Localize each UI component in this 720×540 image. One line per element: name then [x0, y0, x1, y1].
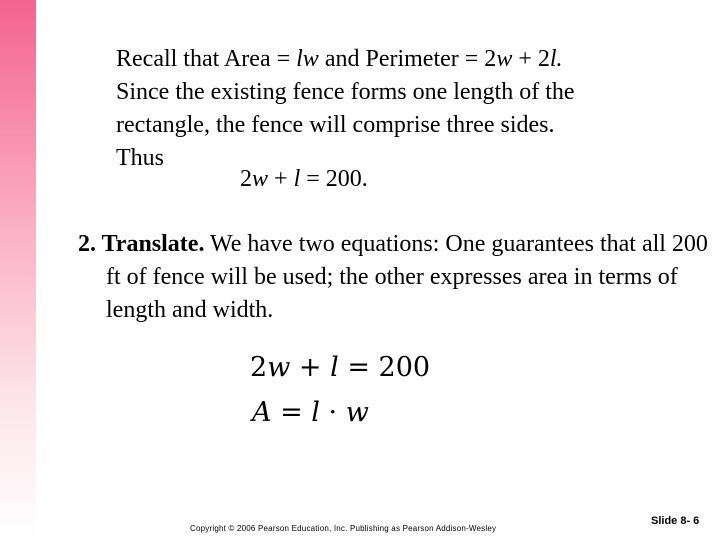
recall-line-3: rectangle, the fence will comprise three sides. — [116, 112, 555, 138]
var-w: w — [345, 397, 369, 428]
copyright-notice: Copyright © 2006 Pearson Education, Inc. Publishing as Pearson Addison-Wesley — [190, 524, 497, 533]
var-w: w — [252, 166, 269, 192]
eq-op: + — [290, 352, 331, 383]
side-accent-bar — [0, 0, 36, 540]
step-text: We have two equations: One guarantees that all 200 ft of fence will be used; the other expresses area in terms of length and width. — [106, 231, 708, 323]
inline-equation — [240, 164, 368, 194]
eq-op: · — [319, 397, 346, 428]
recall-line-4: Thus — [116, 145, 164, 171]
eq-coef: 2 — [240, 166, 252, 192]
var-lw: lw — [296, 46, 319, 72]
equation-perimeter — [250, 350, 430, 386]
step-label: 2. Translate. — [78, 231, 205, 257]
slide-number: Slide 8- 6 — [651, 515, 700, 527]
var-w: w — [496, 46, 513, 72]
var-l: l. — [549, 46, 563, 72]
eq-rest: = 200 — [338, 352, 431, 383]
eq-op: + — [268, 166, 294, 192]
eq-coef: 2 — [250, 352, 268, 383]
recall-paragraph — [116, 43, 676, 175]
var-w: w — [267, 352, 291, 383]
var-l: l — [330, 352, 339, 383]
recall-text: + 2 — [512, 46, 550, 72]
var-a: A — [252, 397, 272, 428]
translate-paragraph — [78, 228, 720, 327]
recall-text: and Perimeter = 2 — [318, 46, 497, 72]
var-l: l — [311, 397, 320, 428]
eq-rest: = 200. — [300, 166, 368, 192]
var-l: l — [293, 166, 301, 192]
eq-op: = — [271, 397, 312, 428]
recall-text: Recall that Area = — [116, 46, 297, 72]
equation-area — [252, 395, 369, 431]
recall-line-2: Since the existing fence forms one length of the — [116, 79, 575, 105]
